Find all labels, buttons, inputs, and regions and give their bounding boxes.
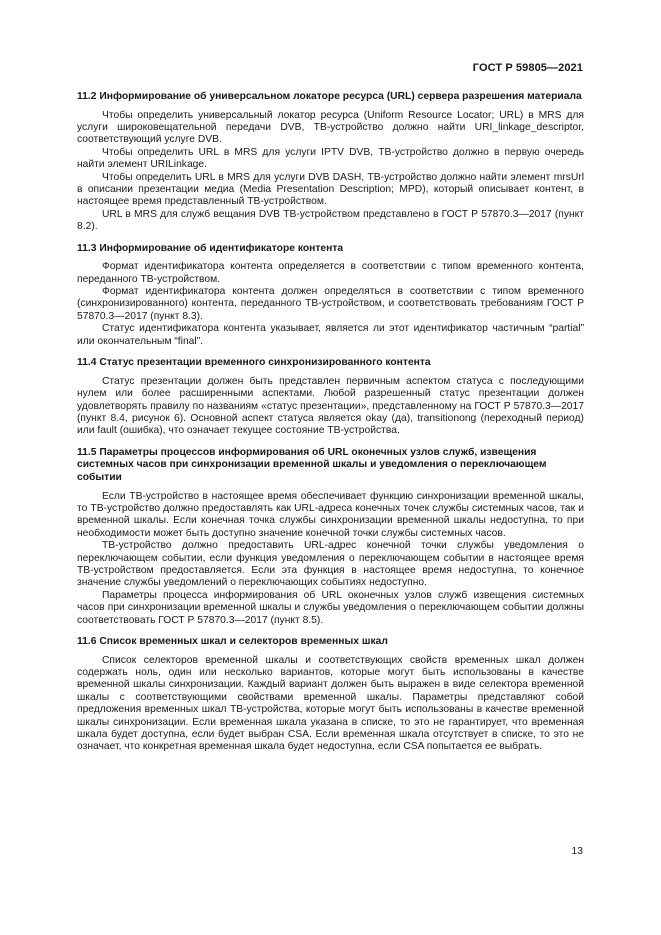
paragraph: Если ТВ-устройство в настоящее время обеспечивает функцию синхронизации временной шкалы, то ТВ-устройство должно предоставлять как URL-адреса конечных точек службы системных часов, так и временной шкалы. Если конечная точка службы синхронизации временной шкалы недоступна, то при необходимости может быть доступно значение конечной точки службы системных часов. — [77, 490, 584, 539]
paragraph: Чтобы определить универсальный локатор ресурса (Uniform Resource Locator; URL) в MRS для услуги широковещательной передачи DVB, ТВ-устройство должно найти URI_linkage_descriptor, соответствующий услуге DVB. — [77, 109, 584, 146]
paragraph: Чтобы определить URL в MRS для услуги DVB DASH, ТВ-устройство должно найти элемент mrsUrl в описании презентации медиа (Media Presentation Description; MPD), который описывает контент, в настоящее время представленный ТВ-устройством. — [77, 171, 584, 208]
paragraph: Формат идентификатора контента должен определяться в соответствии с типом временного (синхронизированного) контента, переданного ТВ-устройством, и соответствовать требованиям ГОСТ Р 57870.3—2017 (пункт 8.3). — [77, 286, 584, 322]
section-11-6 — [77, 636, 584, 754]
page-number: 13 — [571, 846, 583, 857]
paragraph: ТВ-устройство должно предоставить URL-адрес конечной точки службы уведомления о переключающем событии, если функция уведомления о переключающем событии в настоящее время ТВ-устройством предоставляется. Если эта функция в настоящее время недоступна, то конечное значение службы уведомлений о переключающих событиях недоступно. — [77, 540, 584, 589]
document-id-header: ГОСТ Р 59805—2021 — [472, 62, 583, 74]
section-11-2 — [77, 91, 584, 234]
paragraph: Статус презентации должен быть представлен первичным аспектом статуса с последующими нулем или более расширенными аспектами. Любой разрешенный статус презентации должен удовлетворять правилу по названиям «статус презентации», представленному на ГОСТ Р 57870.3—2017 (пункт 8.4, рисунок 6). Основной аспект статуса является okay (да), transitionong (переходный период) или fault (ошибка), что означает текущее состояние ТВ-устройства. — [77, 375, 584, 437]
section-title: 11.6 Список временных шкал и селекторов временных шкал — [77, 635, 388, 647]
paragraph: Список селекторов временной шкалы и соответствующих свойств временных шкал должен содержать ноль, один или несколько вариантов, которые могут быть использованы в качестве временной шкалы синхронизации. Каждый вариант должен быть выражен в виде селектора временной шкалы с соответствующими свойствами временной шкалы. Параметры представляют собой предложения временных шкал ТВ-устройства, которые могут быть использованы в качестве временной шкалы синхронизации. Если временная шкала указана в списке, то это не гарантирует, что временная шкала будет доступна, если будет выбран CSA. Если временная шкала отсутствует в списке, то это не означает, что конкретная временная шкала будет недоступна, если CSA попытается ее выбрать. — [77, 654, 584, 753]
paragraph: URL в MRS для служб вещания DVB ТВ-устройством представлено в ГОСТ Р 57870.3—2017 (пункт 8.2). — [77, 208, 584, 233]
section-11-5 — [77, 447, 584, 627]
section-title: 11.5 Параметры процессов информирования об URL оконечных узлов служб, извещения системных часов при синхронизации временной шкалы и уведомления о переключающем событии — [77, 446, 547, 483]
section-title: 11.3 Информирование об идентификаторе контента — [77, 242, 344, 254]
paragraph: Статус идентификатора контента указывает, является ли этот идентификатор частичным “partial” или окончательным “final”. — [77, 323, 584, 347]
section-11-3 — [77, 243, 584, 348]
paragraph: Параметры процесса информирования об URL оконечных узлов служб извещения системных часов при синхронизации временной шкалы и службы уведомления о переключающем событии должны соответствовать ГОСТ Р 57870.3—2017 (пункт 8.5). — [77, 589, 584, 626]
paragraph: Формат идентификатора контента определяется в соответствии с типом временного контента, переданного ТВ-устройством. — [77, 261, 584, 285]
page-content — [77, 91, 584, 763]
paragraph: Чтобы определить URL в MRS для услуги IPTV DVB, ТВ-устройство должно в первую очередь найти элемент URILinkage. — [77, 146, 584, 171]
section-title: 11.4 Статус презентации временного синхронизированного контента — [77, 357, 431, 369]
section-title: 11.2 Информирование об универсальном локаторе ресурса (URL) сервера разрешения материала — [77, 91, 582, 102]
section-11-4 — [77, 357, 584, 438]
